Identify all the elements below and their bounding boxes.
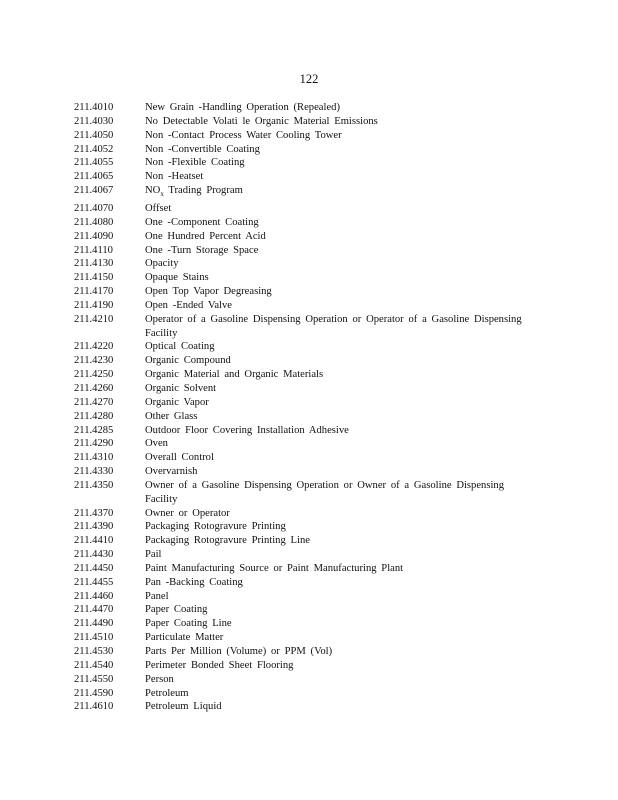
definitions-list bbox=[74, 101, 594, 714]
definition-term: Owner of a Gasoline Dispensing Operation or Owner of a Gasoline Dispensing Facility bbox=[145, 479, 505, 505]
section-number: 211.4510 bbox=[74, 632, 114, 644]
section-number: 211.4055 bbox=[74, 157, 114, 169]
section-number: 211.4590 bbox=[74, 687, 114, 699]
list-item bbox=[74, 687, 594, 701]
definition-term: Non -Heatset bbox=[145, 171, 204, 183]
section-number: 211.4410 bbox=[74, 535, 114, 547]
list-item bbox=[74, 313, 594, 341]
section-number: 211.4370 bbox=[74, 507, 114, 519]
list-item bbox=[74, 299, 594, 313]
list-item bbox=[74, 437, 594, 451]
term-subscript: x bbox=[160, 190, 164, 199]
section-number: 211.4170 bbox=[74, 286, 114, 298]
section-number: 211.4050 bbox=[74, 129, 114, 141]
section-number: 211.4470 bbox=[74, 604, 114, 616]
definition-term: Opacity bbox=[145, 258, 179, 270]
section-number: 211.4460 bbox=[74, 590, 114, 602]
list-item bbox=[74, 465, 594, 479]
section-number: 211.4230 bbox=[74, 355, 114, 367]
definition-term: Oven bbox=[145, 438, 168, 450]
section-number: 211.4030 bbox=[74, 115, 114, 127]
definition-term: Pan -Backing Coating bbox=[145, 576, 243, 588]
list-item bbox=[74, 129, 594, 143]
list-item bbox=[74, 548, 594, 562]
section-number: 211.4430 bbox=[74, 549, 114, 561]
term-suffix: Trading Program bbox=[163, 185, 243, 197]
section-number: 211.4250 bbox=[74, 369, 114, 381]
list-item bbox=[74, 101, 594, 115]
section-number: 211.4260 bbox=[74, 382, 114, 394]
list-item bbox=[74, 382, 594, 396]
list-item bbox=[74, 645, 594, 659]
definition-term: Organic Compound bbox=[145, 355, 231, 367]
section-number: 211.4290 bbox=[74, 438, 114, 450]
list-item bbox=[74, 451, 594, 465]
list-item bbox=[74, 202, 594, 216]
list-item bbox=[74, 520, 594, 534]
term-prefix: NO bbox=[145, 185, 161, 197]
definition-term: Paper Coating bbox=[145, 604, 208, 616]
list-item bbox=[74, 170, 594, 184]
list-item bbox=[74, 576, 594, 590]
section-number: 211.4490 bbox=[74, 618, 114, 630]
list-item bbox=[74, 562, 594, 576]
list-item bbox=[74, 230, 594, 244]
definition-term: One -Component Coating bbox=[145, 216, 259, 228]
definition-term: Petroleum Liquid bbox=[145, 701, 222, 713]
section-number: 211.4150 bbox=[74, 272, 114, 284]
list-item bbox=[74, 244, 594, 258]
definition-term: No Detectable Volati le Organic Material Emissions bbox=[145, 115, 378, 127]
definition-term: Overvarnish bbox=[145, 466, 198, 478]
list-item bbox=[74, 216, 594, 230]
list-item bbox=[74, 340, 594, 354]
definition-term: Particulate Matter bbox=[145, 632, 224, 644]
definition-term: Parts Per Million (Volume) or PPM (Vol) bbox=[145, 646, 333, 658]
list-item bbox=[74, 257, 594, 271]
list-item bbox=[74, 617, 594, 631]
list-item bbox=[74, 673, 594, 687]
section-number: 211.4210 bbox=[74, 313, 114, 325]
section-number: 211.4010 bbox=[74, 102, 114, 113]
section-number: 211.4110 bbox=[74, 244, 113, 256]
list-item bbox=[74, 368, 594, 382]
list-item bbox=[74, 396, 594, 410]
section-number: 211.4280 bbox=[74, 410, 114, 422]
section-number: 211.4455 bbox=[74, 576, 114, 588]
section-number: 211.4220 bbox=[74, 341, 114, 353]
definition-term: Organic Solvent bbox=[145, 382, 217, 394]
list-item bbox=[74, 631, 594, 645]
definition-term: Paint Manufacturing Source or Paint Manufacturing Plant bbox=[145, 562, 404, 574]
list-item bbox=[74, 507, 594, 521]
definition-term: Organic Material and Organic Materials bbox=[145, 369, 324, 381]
section-number: 211.4310 bbox=[74, 452, 114, 464]
definition-term: One Hundred Percent Acid bbox=[145, 230, 266, 242]
definition-term: Offset bbox=[145, 203, 172, 215]
section-number: 211.4190 bbox=[74, 299, 114, 311]
list-item bbox=[74, 424, 594, 438]
list-item bbox=[74, 115, 594, 129]
section-number: 211.4090 bbox=[74, 230, 114, 242]
list-item bbox=[74, 479, 594, 507]
list-item bbox=[74, 700, 594, 714]
section-number: 211.4530 bbox=[74, 646, 114, 658]
section-number: 211.4350 bbox=[74, 479, 114, 491]
page-number: 122 bbox=[299, 72, 319, 86]
definition-term: Outdoor Floor Covering Installation Adhesive bbox=[145, 424, 349, 436]
definition-term: Opaque Stains bbox=[145, 272, 209, 284]
list-item bbox=[74, 143, 594, 157]
list-item bbox=[74, 354, 594, 368]
definition-term: One -Turn Storage Space bbox=[145, 244, 259, 256]
section-number: 211.4067 bbox=[74, 185, 114, 197]
section-number: 211.4450 bbox=[74, 562, 114, 574]
definition-term: Open Top Vapor Degreasing bbox=[145, 286, 272, 298]
list-item bbox=[74, 184, 594, 202]
section-number: 211.4550 bbox=[74, 673, 114, 685]
list-item bbox=[74, 659, 594, 673]
definition-term: Optical Coating bbox=[145, 341, 215, 353]
list-item bbox=[74, 534, 594, 548]
definition-term: Paper Coating Line bbox=[145, 618, 232, 630]
list-item bbox=[74, 410, 594, 424]
definition-term: Non -Flexible Coating bbox=[145, 157, 245, 169]
definition-term: Open -Ended Valve bbox=[145, 299, 233, 311]
section-number: 211.4610 bbox=[74, 701, 114, 713]
definition-term: Organic Vapor bbox=[145, 396, 209, 408]
section-number: 211.4070 bbox=[74, 203, 114, 215]
definition-term: Person bbox=[145, 673, 174, 685]
definition-term: New Grain -Handling Operation (Repealed) bbox=[145, 102, 340, 113]
list-item bbox=[74, 156, 594, 170]
list-item bbox=[74, 285, 594, 299]
section-number: 211.4285 bbox=[74, 424, 114, 436]
section-number: 211.4330 bbox=[74, 466, 114, 478]
list-item bbox=[74, 603, 594, 617]
section-number: 211.4390 bbox=[74, 521, 114, 533]
section-number: 211.4270 bbox=[74, 396, 114, 408]
section-number: 211.4052 bbox=[74, 143, 114, 155]
definition-term bbox=[145, 184, 594, 202]
definition-term: Non -Convertible Coating bbox=[145, 143, 260, 155]
definition-term: Owner or Operator bbox=[145, 507, 230, 519]
definition-term: Non -Contact Process Water Cooling Tower bbox=[145, 129, 342, 141]
list-item bbox=[74, 271, 594, 285]
definition-term: Operator of a Gasoline Dispensing Operation or Operator of a Gasoline Dispensing Facility bbox=[145, 313, 522, 339]
definition-term: Overall Control bbox=[145, 452, 214, 464]
definition-term: Perimeter Bonded Sheet Flooring bbox=[145, 659, 294, 671]
definition-term: Packaging Rotogravure Printing bbox=[145, 521, 286, 533]
definition-term: Other Glass bbox=[145, 410, 198, 422]
definition-term: Panel bbox=[145, 590, 169, 602]
definition-term: Packaging Rotogravure Printing Line bbox=[145, 535, 310, 547]
section-number: 211.4080 bbox=[74, 216, 114, 228]
list-item bbox=[74, 590, 594, 604]
section-number: 211.4065 bbox=[74, 171, 114, 183]
definition-term: Petroleum bbox=[145, 687, 189, 699]
definition-term: Pail bbox=[145, 549, 162, 561]
section-number: 211.4130 bbox=[74, 258, 114, 270]
section-number: 211.4540 bbox=[74, 659, 114, 671]
